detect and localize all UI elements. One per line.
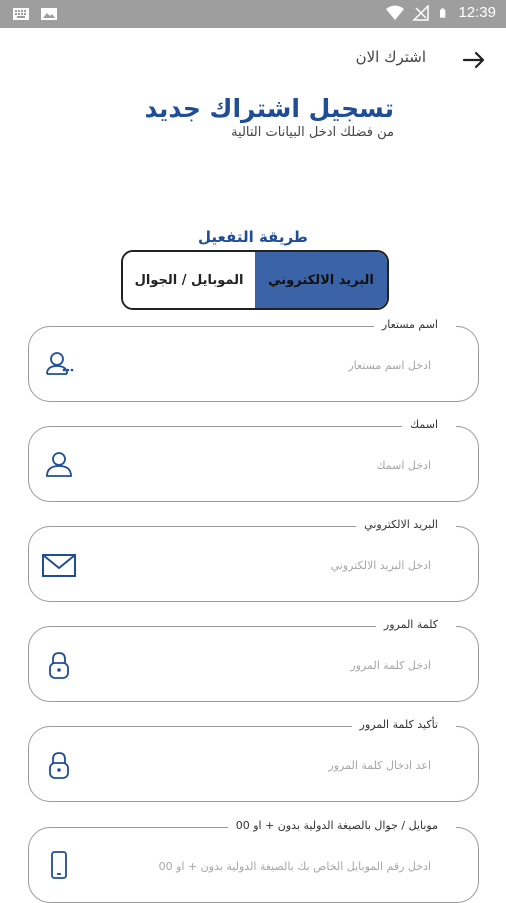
app-header xyxy=(0,40,506,80)
page-subtitle: من فضلك ادخل البيانات التالية xyxy=(231,125,394,140)
user-icon xyxy=(41,447,77,483)
activation-method-label: طريقة التفعيل xyxy=(198,228,308,246)
nickname-input[interactable] xyxy=(99,349,433,381)
activation-method-toggle xyxy=(121,250,389,310)
status-bar xyxy=(0,0,506,28)
page-heading xyxy=(145,94,394,140)
password-field xyxy=(28,618,479,702)
email-label: البريد الالكتروني xyxy=(356,518,456,531)
keyboard-icon xyxy=(12,6,30,22)
battery-icon xyxy=(438,5,450,21)
nickname-label: اسم مستعار xyxy=(374,318,456,331)
activation-option-email[interactable]: البريد الالكتروني xyxy=(255,252,387,308)
name-label: اسمك xyxy=(402,418,456,431)
confirm-password-label: تأكيد كلمة المرور xyxy=(352,718,456,731)
mobile-input[interactable] xyxy=(99,850,433,882)
wifi-icon xyxy=(386,5,404,21)
mobile-field xyxy=(28,819,479,903)
mobile-phone-icon xyxy=(41,848,77,884)
password-input[interactable] xyxy=(99,649,433,681)
lock-icon xyxy=(41,747,77,783)
email-input[interactable] xyxy=(99,549,433,581)
page-title: تسجيل اشتراك جديد xyxy=(144,94,394,123)
lock-icon xyxy=(41,647,77,683)
password-label: كلمة المرور xyxy=(376,618,456,631)
name-input[interactable] xyxy=(99,449,433,481)
nickname-field xyxy=(28,318,479,402)
image-icon xyxy=(40,6,58,22)
no-signal-icon xyxy=(412,5,430,21)
envelope-icon xyxy=(41,547,77,583)
header-title: اشترك الان xyxy=(355,48,426,66)
email-field xyxy=(28,518,479,602)
mobile-label: موبايل / جوال بالصيغة الدولية بدون + او 00 xyxy=(228,819,456,832)
user-nickname-icon xyxy=(41,347,77,383)
arrow-right-icon[interactable] xyxy=(460,46,488,74)
activation-option-mobile[interactable]: الموبايل / الجوال xyxy=(123,252,255,308)
confirm-password-field xyxy=(28,718,479,802)
name-field xyxy=(28,418,479,502)
confirm-password-input[interactable] xyxy=(99,749,433,781)
status-time: 12:39 xyxy=(458,4,496,21)
